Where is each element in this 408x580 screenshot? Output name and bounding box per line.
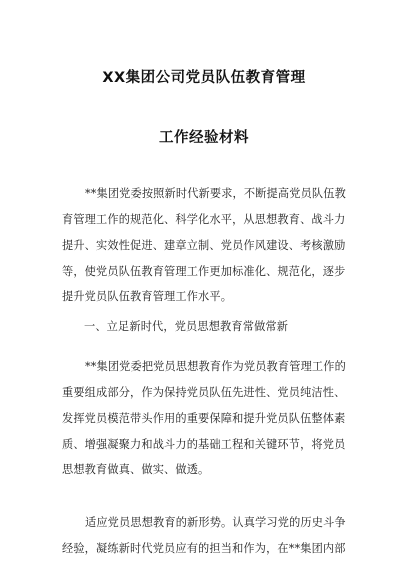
paragraph-line: 等，使党员队伍教育管理工作更加标准化、规范化，逐步 xyxy=(62,265,346,278)
section-heading: 一、立足新时代，党员思想教育常做常新 xyxy=(84,320,289,333)
document-subtitle: 工作经验材料 xyxy=(159,130,249,146)
paragraph-line: 质、增强凝聚力和战斗力的基础工程和关键环节，将党员 xyxy=(62,438,346,451)
paragraph-line: 重要组成部分，作为保持党员队伍先进性、党员纯洁性、 xyxy=(62,386,346,399)
paragraph-line: 提升党员队伍教育管理工作水平。 xyxy=(62,290,233,303)
paragraph-line: 发挥党员模范带头作用的重要保障和提升党员队伍整体素 xyxy=(62,412,346,425)
paragraph-line: 提升、实效性促进、建章立制、党员作风建设、考核激励 xyxy=(62,239,346,252)
paragraph-line: 思想教育做真、做实、做透。 xyxy=(62,463,210,476)
paragraph-line: **集团党委按照新时代新要求，不断提高党员队伍教 xyxy=(85,187,346,200)
paragraph-line: 经验，凝练新时代党员应有的担当和作为，在**集团内部 xyxy=(62,542,346,555)
paragraph-line: 育管理工作的规范化、科学化水平，从思想教育、战斗力 xyxy=(62,213,346,226)
paragraph-line: **集团党委把党员思想教育作为党员教育管理工作的 xyxy=(85,360,346,373)
paragraph-line: 适应党员思想教育的新形势。认真学习党的历史斗争 xyxy=(85,516,346,529)
document-title: XX集团公司党员队伍教育管理 xyxy=(102,70,306,86)
